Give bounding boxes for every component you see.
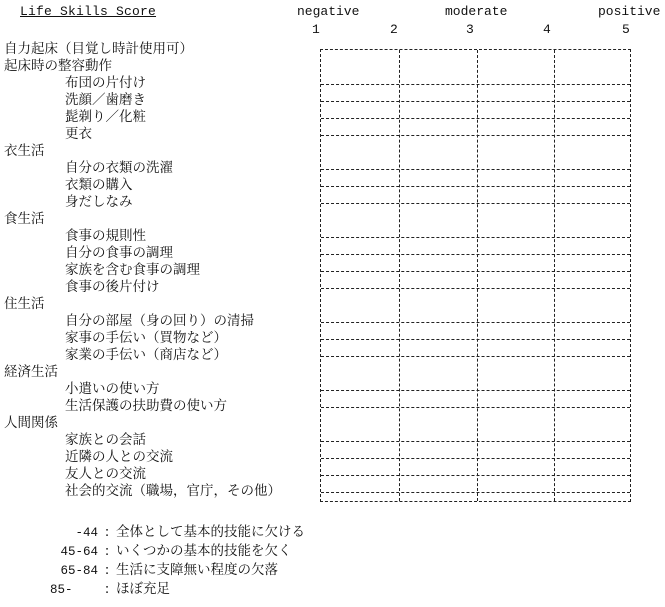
skill-item-label: 食事の後片付け xyxy=(65,279,160,295)
scale-number: 1 xyxy=(312,22,320,37)
legend-row xyxy=(50,580,305,599)
skill-item-label: 衣類の購入 xyxy=(65,177,133,193)
legend-range: -44 xyxy=(75,526,98,540)
legend-description: ほぼ充足 xyxy=(116,581,170,597)
legend-separator: : xyxy=(104,543,110,559)
skill-item-label: 自分の部屋（身の回り）の清掃 xyxy=(65,313,254,329)
skill-item-label: 家業の手伝い（商店など） xyxy=(65,347,227,363)
legend-row xyxy=(50,523,305,542)
grid-column-divider xyxy=(554,50,555,501)
form-title: Life Skills Score xyxy=(20,4,157,19)
skill-item-label: 更衣 xyxy=(65,126,92,142)
legend-separator: : xyxy=(104,524,110,540)
grid-row-divider xyxy=(321,84,630,85)
grid-row-divider xyxy=(321,271,630,272)
skill-item-label: 家族との会話 xyxy=(65,432,146,448)
legend-separator: : xyxy=(104,581,110,597)
category-label: 起床時の整容動作 xyxy=(4,58,112,74)
grid-row-divider xyxy=(321,237,630,238)
skill-item-label: 社会的交流（職場，官庁，その他） xyxy=(65,483,281,499)
grid-column-divider xyxy=(399,50,400,501)
score-legend xyxy=(50,523,305,599)
grid-row-divider xyxy=(321,186,630,187)
skill-item-label: 髭剃り／化粧 xyxy=(65,109,146,125)
skill-item-label: 友人との交流 xyxy=(65,466,146,482)
grid-row-divider xyxy=(321,169,630,170)
grid-row-divider xyxy=(321,118,630,119)
skill-item-list xyxy=(4,41,281,500)
scale-label-positive: positive xyxy=(598,4,661,19)
grid-row-divider xyxy=(321,203,630,204)
skill-item-label: 洗顔／歯磨き xyxy=(65,92,146,108)
grid-row-divider xyxy=(321,441,630,442)
skill-item-label: 家事の手伝い（買物など） xyxy=(65,330,227,346)
legend-row xyxy=(50,542,305,561)
legend-separator: : xyxy=(104,562,110,578)
skill-item-label: 自分の衣類の洗濯 xyxy=(65,160,173,176)
grid-row-divider xyxy=(321,135,630,136)
category-label: 経済生活 xyxy=(4,364,58,380)
legend-description: 全体として基本的技能に欠ける xyxy=(116,524,305,540)
legend-range: 45-64 xyxy=(60,545,98,559)
legend-description: 生活に支障無い程度の欠落 xyxy=(116,562,278,578)
legend-row xyxy=(50,561,305,580)
skill-item-label: 布団の片付け xyxy=(65,75,146,91)
skill-item-label: 近隣の人との交流 xyxy=(65,449,173,465)
grid-row-divider xyxy=(321,475,630,476)
scale-number: 4 xyxy=(543,22,551,37)
skill-item-label: 自分の食事の調理 xyxy=(65,245,173,261)
skill-item-label: 身だしなみ xyxy=(65,194,133,210)
skill-item-label: 小遣いの使い方 xyxy=(65,381,160,397)
grid-row-divider xyxy=(321,322,630,323)
skill-item-label: 食事の規則性 xyxy=(65,228,146,244)
grid-row-divider xyxy=(321,407,630,408)
grid-row-divider xyxy=(321,458,630,459)
skill-item-label: 家族を含む食事の調理 xyxy=(65,262,200,278)
category-label: 衣生活 xyxy=(4,143,45,159)
category-label: 食生活 xyxy=(4,211,45,227)
category-label: 人間関係 xyxy=(4,415,58,431)
grid-row-divider xyxy=(321,254,630,255)
grid-row-divider xyxy=(321,288,630,289)
grid-row-divider xyxy=(321,492,630,493)
rating-grid xyxy=(320,49,631,502)
category-label: 住生活 xyxy=(4,296,45,312)
scale-label-negative: negative xyxy=(297,4,360,19)
legend-description: いくつかの基本的技能を欠く xyxy=(116,543,292,559)
scale-number: 3 xyxy=(466,22,474,37)
scale-number: 2 xyxy=(390,22,398,37)
skill-item-label: 生活保護の扶助費の使い方 xyxy=(65,398,227,414)
legend-range: 65-84 xyxy=(60,564,98,578)
grid-row-divider xyxy=(321,339,630,340)
grid-column-divider xyxy=(477,50,478,501)
grid-row-divider xyxy=(321,390,630,391)
grid-row-divider xyxy=(321,101,630,102)
grid-row-divider xyxy=(321,356,630,357)
category-label: 自力起床（目覚し時計使用可） xyxy=(4,41,193,57)
legend-range: 85- xyxy=(50,583,73,597)
scale-number: 5 xyxy=(622,22,630,37)
scale-label-moderate: moderate xyxy=(445,4,508,19)
